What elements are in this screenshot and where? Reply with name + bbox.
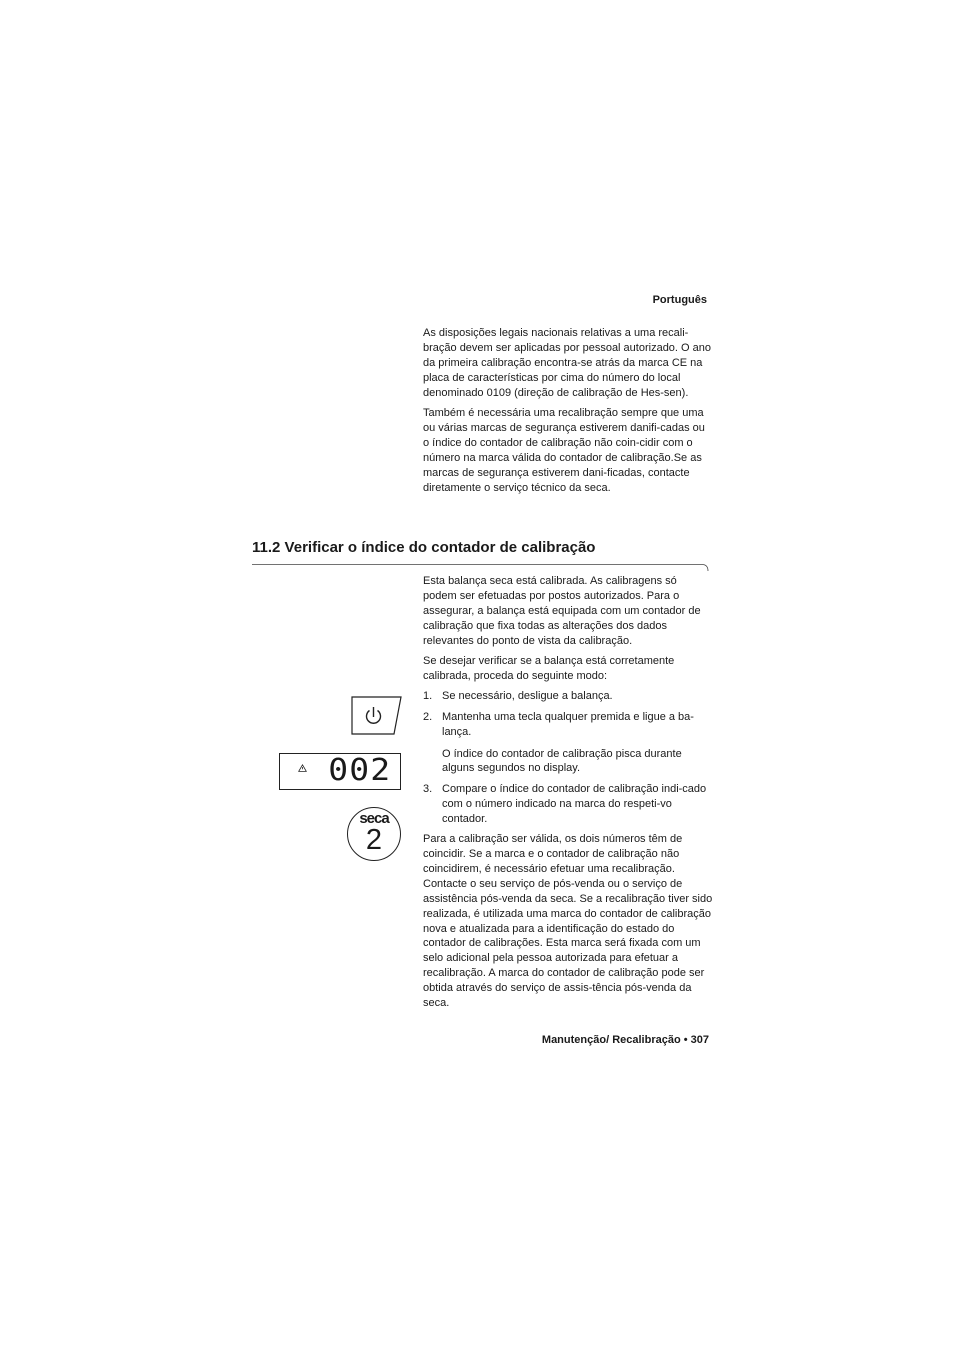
- intro-paragraph-2: Também é necessária uma recalibração sempre que uma ou várias marcas de segurança estiverem danifi-cadas ou o índice do contador de calibração não coin-cidir com o número na marca válida do contador de calibração.Se as marcas de segurança estiverem dani-ficadas, contacte diretamente o serviço técnico da seca.: [423, 407, 705, 494]
- section-number: 11.2: [252, 539, 281, 556]
- step-note: O índice do contador de calibração pisca durante alguns segundos no display.: [442, 747, 682, 775]
- step-list: [423, 689, 713, 826]
- language-label: Português: [652, 294, 707, 306]
- step-number: 2.: [423, 710, 433, 723]
- intro-text: [423, 326, 713, 501]
- display-counter-value: 002: [328, 753, 391, 788]
- seal-number: 2: [365, 824, 383, 856]
- page-footer: Manutenção/ Recalibração • 307: [541, 1034, 709, 1046]
- seal-brand: seca: [359, 810, 389, 827]
- section-title: Verificar o índice do contador de calibração: [284, 539, 596, 556]
- calibration-seal: [347, 807, 401, 861]
- power-icon: [367, 707, 381, 723]
- display-illustration: [279, 753, 401, 790]
- step-number: 1.: [423, 690, 433, 703]
- step-number: 3.: [423, 782, 433, 795]
- step-text: Mantenha uma tecla qualquer premida e ligue a ba-lança.: [442, 710, 694, 738]
- intro-paragraph-1: As disposições legais nacionais relativas a uma recali-bração devem ser aplicadas por pessoal autorizado. O ano da primeira calibração encontra-se atrás da marca CE na placa de características por cima do número do local denominado 0109 (direção de calibração de Hes-sen).: [423, 327, 712, 399]
- step-text: Compare o índice do contador de calibração indi-cado com o número indicado na marca do respeti-vo contador.: [442, 782, 707, 825]
- step-item: [423, 782, 713, 827]
- step-item: [423, 689, 713, 704]
- power-key-illustration: [350, 695, 404, 737]
- section-body: [423, 574, 713, 1016]
- warning-icon: [298, 764, 307, 772]
- closing-paragraph: Para a calibração ser válida, os dois números têm de coincidir. Se a marca e o contador de calibração não coincidirem, é necessário efetuar uma recalibração. Contacte o seu serviço de pós-venda ou o serviço de assistência pós-venda da seca. Se a recalibração tiver sido realizada, é utilizada uma marca do contador de calibração nova e atualizada para a identificação do estado do contador de calibrações. Esta marca será fixada com um selo adicional pela pessoa autorizada para efetuar a recalibração. A marca do contador de calibração pode ser obtida através do serviço de assis-tência pós-venda da seca.: [423, 833, 713, 1010]
- step-item: [423, 710, 713, 777]
- step-text: Se necessário, desligue a balança.: [442, 690, 613, 703]
- section-heading: [252, 539, 595, 556]
- section-paragraph-2: Se desejar verificar se a balança está corretamente calibrada, proceda do seguinte modo:: [423, 655, 675, 682]
- section-paragraph-1: Esta balança seca está calibrada. As calibragens só podem ser efetuadas por postos autorizados. Para o assegurar, a balança está equipada com um contador de calibração que fixa todas as alterações dos dados relevantes do ponto de vista da calibração.: [423, 575, 701, 647]
